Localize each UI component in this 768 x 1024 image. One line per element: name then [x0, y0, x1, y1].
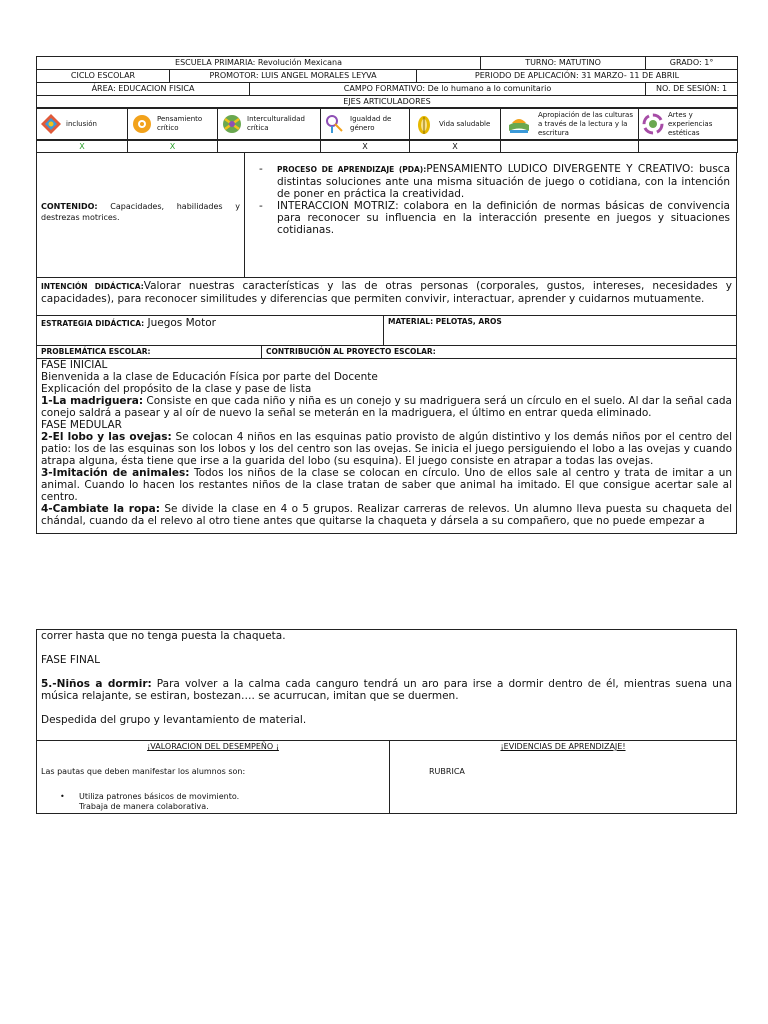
intencion-section — [36, 278, 737, 316]
eje-label: Apropiación de las culturas a través de la lectura y la escritura — [538, 110, 633, 137]
fase-final: FASE FINAL — [41, 654, 100, 666]
contenido-label: CONTENIDO: — [41, 202, 98, 211]
header-table — [36, 56, 738, 108]
eje-vida-saludable — [413, 113, 497, 135]
estrategia-cell — [37, 316, 384, 345]
despedida: Despedida del grupo y levantamiento de material. — [41, 714, 307, 726]
mark-pensamiento: X — [128, 141, 218, 153]
head-gear-icon — [131, 113, 153, 135]
pda-cell: - PROCESO DE APRENDIZAJE (PDA):PENSAMIENTO LUDICO DIVERGENTE Y CREATIVO: busca distintas soluciones ante una misma situación de juego o cotidiana, con la intención de poner en práctica la creatividad. - INTERACCION MOTRIZ: colabora en la definición de normas básicas de convivencia para reconocer su influencia en la interacción presente en juegos y situaciones cotidianas. — [259, 163, 731, 236]
periodo-cell: PERIODO DE APLICACIÓN: 31 MARZO- 11 DE ABRIL — [417, 70, 738, 83]
fase-medular: FASE MEDULAR — [41, 419, 122, 431]
bullet-1: Utiliza patrones básicos de movimiento. — [79, 792, 240, 801]
bullet-2: Trabaja de manera colaborativa. — [79, 802, 209, 811]
intencion-label: INTENCIÓN DIDÁCTICA: — [41, 282, 144, 291]
estrategia-label: ESTRATEGIA DIDÁCTICA: — [41, 319, 145, 328]
eje-label: inclusión — [66, 119, 97, 128]
juego-2-title: 2-El lobo y las ovejas: — [41, 431, 172, 443]
globe-icon — [221, 113, 243, 135]
juego-4-text: Se divide la clase en 4 o 5 grupos. Realizar carreras de relevos. Un alumno lleva puesta su chaqueta del chándal, cuando da el relevo al otro tiene antes que quitarse la chaqueta y dársela a su compañero, que no puede empezar a — [41, 503, 732, 527]
contenido-cell — [37, 153, 245, 277]
intencion-text: Valorar nuestras características y las de otras personas (corporales, gustos, intereses, necesidades y capacidades), para reconocer similitudes y diferencias que permiten convivir, interactuar, aprender y cuidarnos mutuamente. — [41, 280, 732, 305]
contribucion-label: CONTRIBUCIÓN AL PROYECTO ESCOLAR: — [266, 347, 436, 356]
pautas-text: Las pautas que deben manifestar los alumnos son: — [41, 767, 246, 776]
promotor-cell: PROMOTOR: LUIS ANGEL MORALES LEYVA — [170, 70, 417, 83]
juego-3-text: Todos los niños de la clase se colocan en círculo. Uno de ellos sale al centro y trata de imitar a un animal. Cuando lo hacen los restantes niños de la clase tratan de saber que animal ha imitado. El que consigue acertar sale al centro. — [41, 467, 732, 503]
contenido-text: Capacidades, habilidades y destrezas motrices. — [41, 202, 240, 222]
eje-igualdad — [324, 113, 406, 135]
pda-label: PROCESO DE APRENDIZAJE (PDA): — [277, 165, 427, 174]
leaf-icon — [413, 113, 435, 135]
juego-1-text: Consiste en que cada niño y niña es un conejo y su madriguera será un círculo en el suelo. Al dar la señal cada conejo saldrá a pasear y al oír de nuevo la señal se meterán en la madriguera, el último en entrar queda eliminado. — [41, 395, 732, 419]
eje-label: Interculturalidad crítica — [247, 115, 305, 132]
eje-label: Artes y experiencias estéticas — [668, 110, 713, 137]
mark-inclusion: X — [37, 141, 128, 153]
valoracion-cell — [37, 741, 390, 813]
valoracion-title: ¡VALORACION DEL DESEMPEÑO ¡ — [147, 742, 279, 751]
area-cell: ÁREA: EDUCACION FISICA — [37, 83, 250, 96]
fases-continuation — [37, 630, 736, 726]
eje-label: Vida saludable — [439, 119, 491, 128]
eje-label: Pensamiento crítico — [157, 115, 203, 132]
turno-cell: TURNO: MATUTINO — [481, 57, 646, 70]
eje-inclusion — [40, 113, 124, 135]
explicacion: Explicación del propósito de la clase y pase de lista — [41, 383, 312, 395]
pautas-list — [41, 792, 385, 812]
eje-pensamiento — [131, 113, 214, 135]
estrategia-text: Juegos Motor — [144, 317, 216, 329]
eje-lectura — [504, 111, 635, 138]
problematica-section — [36, 346, 737, 359]
juego-1-title: 1-La madriguera: — [41, 395, 144, 407]
bullet-icon: • — [60, 792, 65, 801]
campo-cell: CAMPO FORMATIVO: De lo humano a lo comunitario — [250, 83, 646, 96]
ejes-title: EJES ARTICULADORES — [37, 96, 738, 108]
juego-2-text: Se colocan 4 niños en las esquinas patio provisto de algún distintivo y los demás niños por el centro del patio: los de las esquinas son los lobos y los del centro son las ovejas. Se inicia el juego persiguiendo el lobo a las ovejas y cuando atrapa alguna, ésta tiene que irse a la guarida del lobo (su esquina). El juego consiste en atrapar a todas las ovejas. — [41, 431, 732, 467]
mark-igualdad: X — [321, 141, 410, 153]
escuela-cell: ESCUELA PRIMARIA: Revolución Mexicana — [37, 57, 481, 70]
mark-interculturalidad — [218, 141, 321, 153]
mark-lectura — [501, 141, 639, 153]
juego-5-title: 5.-Niños a dormir: — [41, 678, 152, 690]
diamond-icon — [40, 113, 62, 135]
planning-sheet-bottom — [36, 629, 737, 814]
eje-label: Igualdad de género — [350, 115, 392, 132]
book-icon — [504, 113, 534, 135]
contenido-section — [36, 153, 737, 278]
mark-artes — [639, 141, 738, 153]
juego-4-continuation: correr hasta que no tenga puesta la chaqueta. — [41, 630, 286, 642]
ejes-table — [36, 108, 738, 140]
ciclo-cell: CICLO ESCOLAR — [37, 70, 170, 83]
valoracion-section — [37, 740, 736, 813]
planning-sheet-top — [36, 56, 737, 534]
evidencias-cell — [390, 741, 736, 813]
fases-section — [36, 359, 737, 534]
grado-cell: GRADO: 1° — [646, 57, 738, 70]
juego-5-text: Para volver a la calma cada canguro tendrá un aro para irse a dormir dentro de él, mientras suena una música relajante, se estiran, bostezan…. se acurrucan, imitan que se duermen. — [41, 678, 733, 702]
mark-vida: X — [410, 141, 501, 153]
pda-text: PENSAMIENTO LUDICO DIVERGENTE Y CREATIVO: busca distintas soluciones ante una misma situación de juego o cotidiana, con la intención de poner en práctica la creatividad. — [277, 163, 731, 200]
ejes-marks — [36, 140, 738, 153]
eje-interculturalidad — [221, 113, 317, 135]
evidencias-title: ¡EVIDENCIAS DE APRENDIZAJE! — [500, 742, 626, 751]
palette-icon — [642, 113, 664, 135]
juego-3-title: 3-Imitación de animales: — [41, 467, 190, 479]
gender-icon — [324, 113, 346, 135]
eje-artes — [642, 111, 734, 138]
pda-interaccion: INTERACCION MOTRIZ: colabora en la definición de normas básicas de convivencia para reconocer su influencia en la interacción presente en juegos y situaciones cotidianas. — [277, 200, 730, 236]
fase-inicial: FASE INICIAL — [41, 359, 108, 371]
bienvenida: Bienvenida a la clase de Educación Física por parte del Docente — [41, 371, 378, 383]
sesion-cell: NO. DE SESIÓN: 1 — [646, 83, 738, 96]
problematica-label: PROBLEMÁTICA ESCOLAR: — [37, 346, 262, 358]
rubrica-text: RUBRICA — [429, 767, 465, 776]
juego-4-title: 4-Cambiate la ropa: — [41, 503, 160, 515]
estrategia-section — [36, 316, 737, 346]
material-cell: MATERIAL: PELOTAS, AROS — [388, 317, 502, 326]
